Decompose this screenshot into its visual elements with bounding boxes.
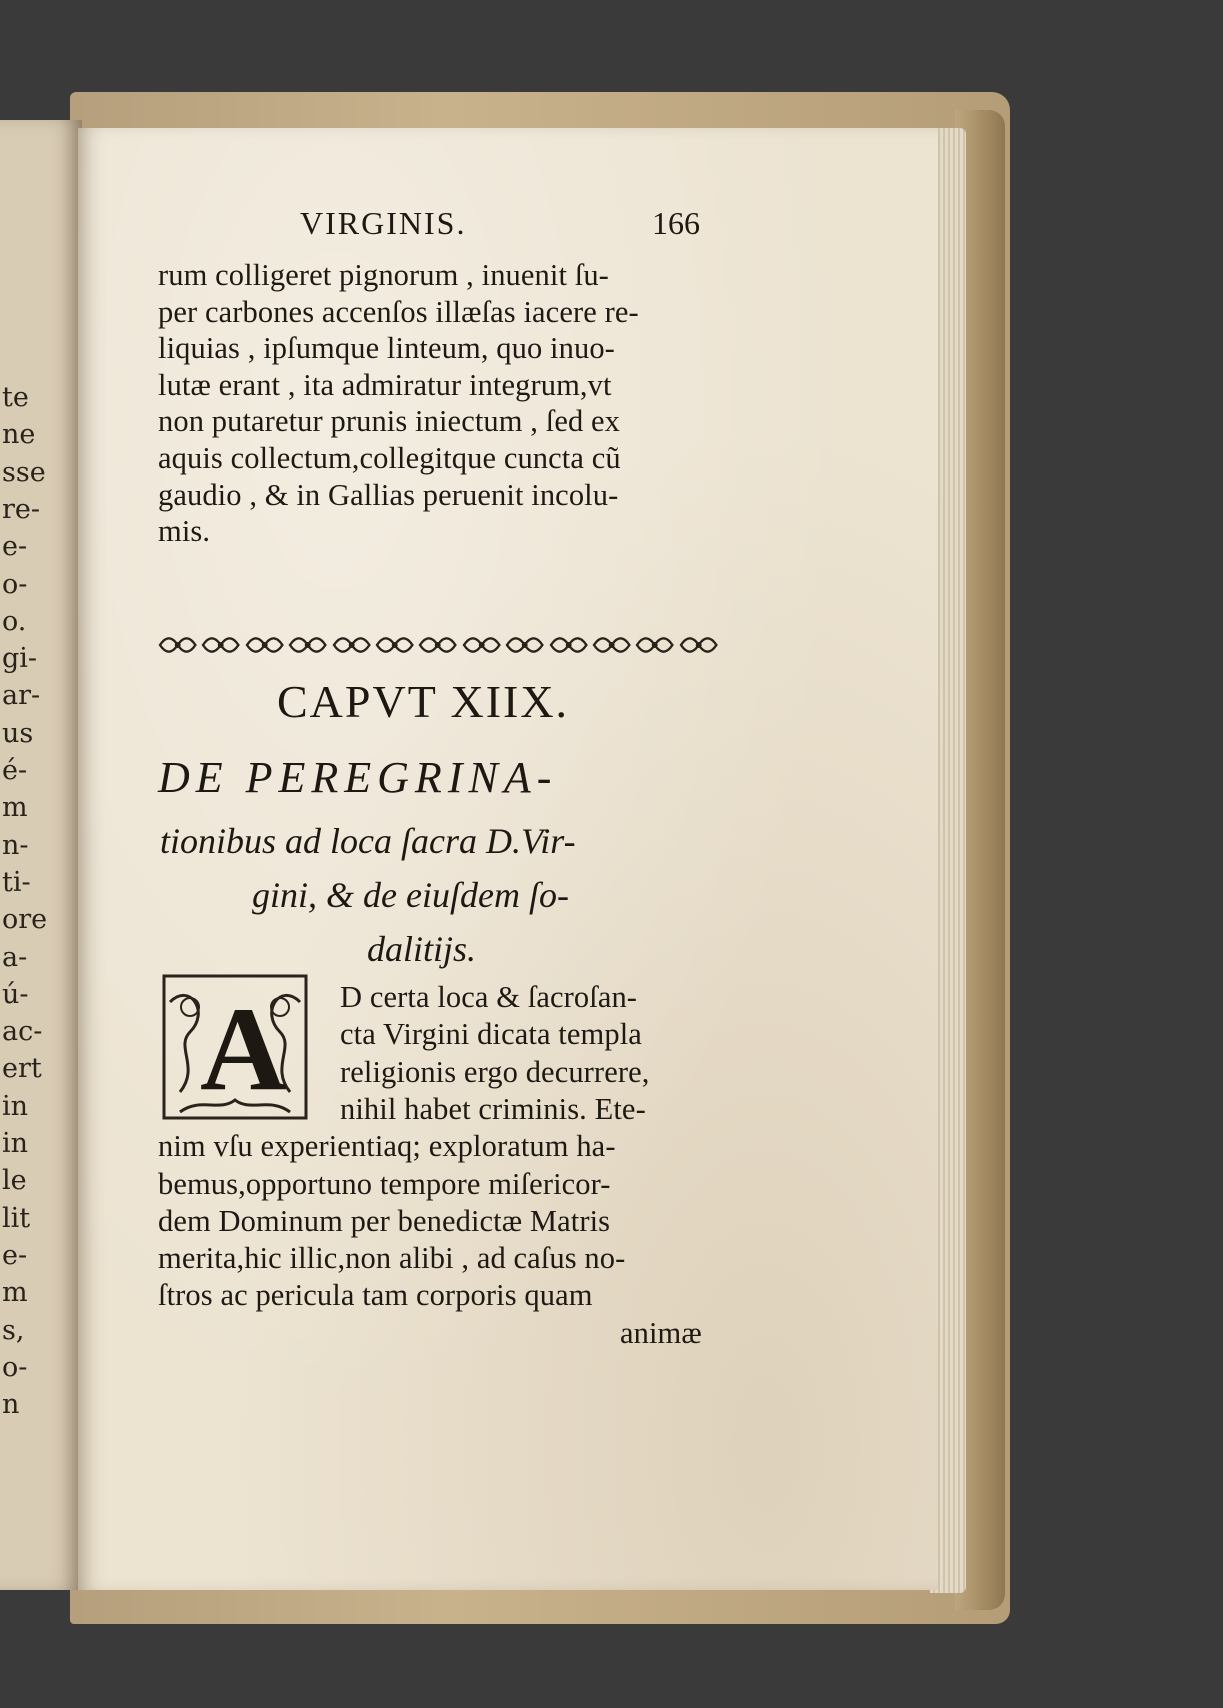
- fleuron-ornament: [332, 634, 371, 656]
- decorated-initial: [160, 972, 310, 1122]
- chapter-title-line: tionibus ad loca ſacra D.Vir-: [160, 821, 576, 861]
- text-line: aquis collectum,collegitque cuncta cũ: [158, 441, 621, 475]
- text-line: ſtros ac pericula tam corporis quam: [158, 1278, 593, 1313]
- facing-page-fragment: ú-: [2, 978, 29, 1010]
- facing-page-fragment: le: [2, 1165, 27, 1197]
- chapter-title-line: gini, & de eiuſdem ſo-: [252, 875, 569, 915]
- text-line: lutæ erant , ita admiratur integrum,vt: [158, 367, 612, 402]
- fleuron-ornament: [635, 634, 674, 656]
- text-line: cta Virgini dicata templa: [340, 1017, 642, 1052]
- fleuron-ornament: [288, 634, 327, 656]
- text-line: non putaretur prunis iniectum , ſed ex: [158, 404, 621, 439]
- facing-page-fragment: s,: [2, 1314, 25, 1346]
- running-head: VIRGINIS.: [300, 205, 467, 241]
- text-line: mis.: [158, 514, 211, 549]
- facing-page-fragment: sse: [2, 456, 46, 488]
- text-line: liquias , ipſumque linteum, quo inuo-: [158, 331, 615, 366]
- text-line: religionis ergo decurrere,: [340, 1054, 650, 1089]
- facing-page-fragment: a-: [2, 941, 28, 973]
- fleuron-ornament: [592, 634, 631, 656]
- fleuron-ornament: [462, 634, 501, 656]
- facing-page-fragment: é-: [2, 755, 28, 786]
- text-line: merita,hic illic,non alibi , ad caſus no-: [158, 1241, 626, 1276]
- facing-page-fragment: n: [2, 1389, 20, 1421]
- facing-page-fragment: e-: [2, 531, 28, 563]
- fleuron-ornament: [505, 634, 544, 656]
- facing-page-fragment: n-: [2, 829, 29, 861]
- facing-page-fragment: in: [2, 1090, 29, 1122]
- text-line: nim vſu experientiaq; exploratum ha-: [158, 1129, 616, 1164]
- text-line: nihil habet criminis. Ete-: [340, 1091, 646, 1126]
- text-line: rum colligeret pignorum , inuenit ſu-: [158, 258, 609, 292]
- facing-page-fragment: o.: [2, 605, 27, 637]
- facing-page-fragment: o-: [2, 1351, 28, 1383]
- facing-page-fragment: ert: [2, 1053, 42, 1085]
- facing-page-fragment: te: [2, 382, 29, 413]
- chapter-title-line: DE PEREGRINA-: [158, 753, 558, 802]
- fleuron-ornament: [201, 634, 240, 656]
- text-line: animæ: [620, 1315, 702, 1350]
- text-line: bemus,opportuno tempore miſericor-: [158, 1166, 611, 1201]
- page-number: 166: [652, 205, 700, 241]
- facing-page: [0, 120, 82, 1590]
- fleuron-ornament: [375, 634, 414, 656]
- facing-page-fragment: m: [2, 792, 28, 824]
- chapter-title-line: dalitijs.: [367, 929, 477, 969]
- facing-page-fragment: ac-: [2, 1016, 43, 1048]
- facing-page-fragment: ar-: [2, 680, 41, 712]
- fleuron-ornament: [158, 634, 197, 656]
- text-line: dem Dominum per benedictæ Matris: [158, 1203, 611, 1238]
- facing-page-fragment: ne: [2, 419, 36, 451]
- ornament-divider: [158, 630, 718, 660]
- facing-page-fragment: re-: [2, 493, 41, 525]
- facing-page-fragment: ore: [2, 904, 48, 936]
- fleuron-ornament: [245, 634, 284, 656]
- facing-page-fragment: us: [2, 717, 34, 749]
- chapter-heading: CAPVT XIIX.: [277, 676, 570, 727]
- facing-page-fragment: o-: [2, 568, 28, 600]
- facing-page-fragment: in: [2, 1128, 29, 1159]
- facing-page-fragment: lit: [2, 1202, 31, 1234]
- text-line: per carbones accenſos illæſas iacere re-: [158, 294, 639, 329]
- drop-cap-letter: A: [200, 982, 287, 1115]
- facing-page-fragment: gi-: [2, 643, 38, 675]
- text-line: D certa loca & ſacroſan-: [340, 980, 638, 1014]
- text-line: gaudio , & in Gallias peruenit incolu-: [158, 477, 619, 512]
- facing-page-fragment: ti-: [2, 866, 31, 898]
- facing-page-fragment: e-: [2, 1239, 28, 1271]
- facing-page-fragment: m: [2, 1277, 28, 1309]
- fleuron-ornament: [549, 634, 588, 656]
- fleuron-ornament: [418, 634, 457, 656]
- fleuron-ornament: [679, 634, 718, 656]
